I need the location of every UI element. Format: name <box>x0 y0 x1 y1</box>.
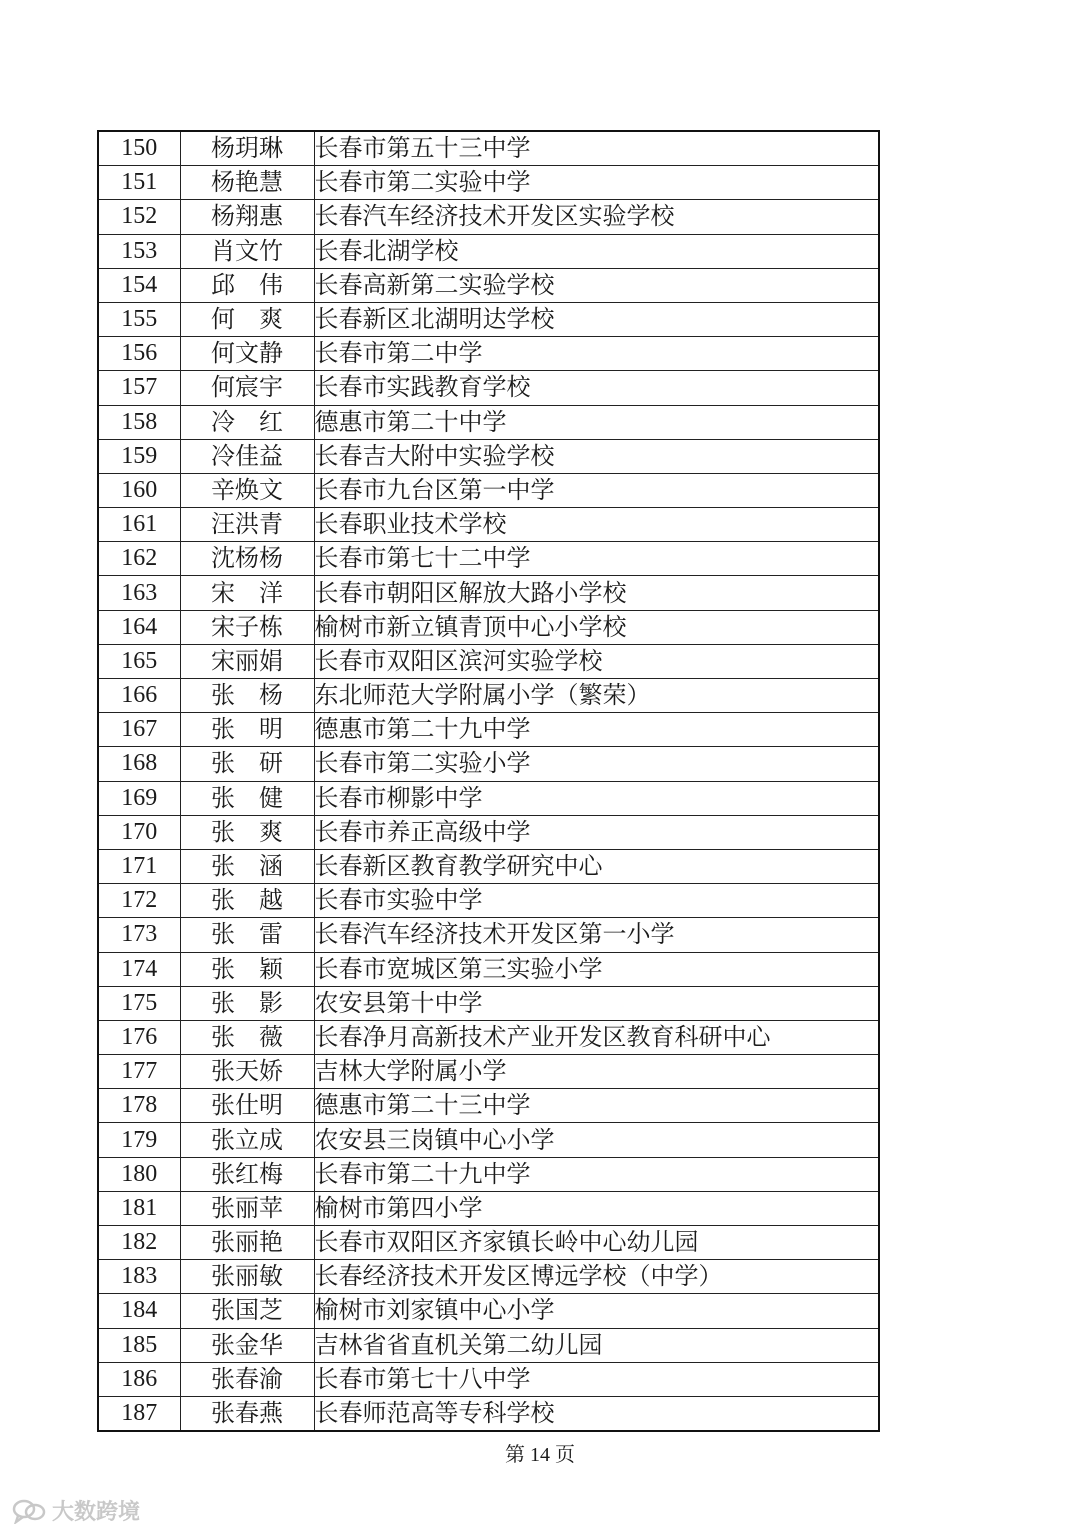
school-name: 长春市朝阳区解放大路小学校 <box>314 576 879 610</box>
table-row <box>98 473 879 507</box>
table-row <box>98 1226 879 1260</box>
school-name: 长春汽车经济技术开发区第一小学 <box>314 918 879 952</box>
person-name: 宋丽娟 <box>180 644 314 678</box>
person-name: 张红梅 <box>180 1157 314 1191</box>
school-name: 长春市第七十八中学 <box>314 1362 879 1396</box>
row-number: 157 <box>98 371 180 405</box>
school-name: 吉林省省直机关第二幼儿园 <box>314 1328 879 1362</box>
school-name: 农安县第十中学 <box>314 986 879 1020</box>
table-row <box>98 1362 879 1396</box>
person-name: 何 爽 <box>180 302 314 336</box>
row-number: 151 <box>98 166 180 200</box>
table-row <box>98 131 879 166</box>
school-name: 长春市第七十二中学 <box>314 542 879 576</box>
table-row <box>98 713 879 747</box>
row-number: 158 <box>98 405 180 439</box>
table-row <box>98 1396 879 1431</box>
row-number: 187 <box>98 1396 180 1431</box>
person-name: 张 爽 <box>180 815 314 849</box>
row-number: 160 <box>98 473 180 507</box>
school-name: 东北师范大学附属小学（繁荣） <box>314 679 879 713</box>
school-name: 长春新区北湖明达学校 <box>314 302 879 336</box>
school-name: 德惠市第二十中学 <box>314 405 879 439</box>
row-number: 178 <box>98 1089 180 1123</box>
row-number: 162 <box>98 542 180 576</box>
table-row <box>98 302 879 336</box>
table-row <box>98 610 879 644</box>
row-number: 176 <box>98 1020 180 1054</box>
roster-table <box>97 130 880 1432</box>
row-number: 161 <box>98 508 180 542</box>
row-number: 156 <box>98 337 180 371</box>
table-row <box>98 952 879 986</box>
school-name: 长春新区教育教学研究中心 <box>314 849 879 883</box>
person-name: 何宸宇 <box>180 371 314 405</box>
row-number: 179 <box>98 1123 180 1157</box>
school-name: 长春市双阳区滨河实验学校 <box>314 644 879 678</box>
person-name: 冷佳益 <box>180 439 314 473</box>
person-name: 张 杨 <box>180 679 314 713</box>
school-name: 长春市实验中学 <box>314 884 879 918</box>
school-name: 长春市养正高级中学 <box>314 815 879 849</box>
person-name: 张 颖 <box>180 952 314 986</box>
person-name: 张丽苹 <box>180 1191 314 1225</box>
table-row <box>98 1157 879 1191</box>
table-row <box>98 337 879 371</box>
row-number: 181 <box>98 1191 180 1225</box>
school-name: 长春市第二实验小学 <box>314 747 879 781</box>
school-name: 长春净月高新技术产业开发区教育科研中心 <box>314 1020 879 1054</box>
row-number: 170 <box>98 815 180 849</box>
row-number: 185 <box>98 1328 180 1362</box>
table-row <box>98 747 879 781</box>
row-number: 168 <box>98 747 180 781</box>
person-name: 杨翔惠 <box>180 200 314 234</box>
table-row <box>98 815 879 849</box>
row-number: 166 <box>98 679 180 713</box>
row-number: 153 <box>98 234 180 268</box>
school-name: 长春市九台区第一中学 <box>314 473 879 507</box>
watermark <box>12 1495 140 1526</box>
person-name: 张丽艳 <box>180 1226 314 1260</box>
person-name: 张国芝 <box>180 1294 314 1328</box>
school-name: 长春市第二中学 <box>314 337 879 371</box>
row-number: 159 <box>98 439 180 473</box>
person-name: 张春燕 <box>180 1396 314 1431</box>
table-row <box>98 1260 879 1294</box>
table-row <box>98 1020 879 1054</box>
row-number: 152 <box>98 200 180 234</box>
person-name: 张天娇 <box>180 1055 314 1089</box>
person-name: 冷 红 <box>180 405 314 439</box>
person-name: 杨艳慧 <box>180 166 314 200</box>
school-name: 长春市第二实验中学 <box>314 166 879 200</box>
table-row <box>98 679 879 713</box>
table-row <box>98 1123 879 1157</box>
watermark-text: 大数跨境 <box>52 1500 141 1525</box>
school-name: 长春市第二十九中学 <box>314 1157 879 1191</box>
table-row <box>98 1055 879 1089</box>
roster-sheet <box>97 130 878 1432</box>
person-name: 张 雷 <box>180 918 314 952</box>
person-name: 张 研 <box>180 747 314 781</box>
person-name: 辛焕文 <box>180 473 314 507</box>
table-row <box>98 439 879 473</box>
table-row <box>98 200 879 234</box>
row-number: 177 <box>98 1055 180 1089</box>
person-name: 沈杨杨 <box>180 542 314 576</box>
person-name: 张仕明 <box>180 1089 314 1123</box>
table-row <box>98 268 879 302</box>
person-name: 张立成 <box>180 1123 314 1157</box>
school-name: 榆树市第四小学 <box>314 1191 879 1225</box>
row-number: 184 <box>98 1294 180 1328</box>
school-name: 农安县三岗镇中心小学 <box>314 1123 879 1157</box>
roster-table-body <box>98 131 879 1431</box>
table-row <box>98 405 879 439</box>
person-name: 何文静 <box>180 337 314 371</box>
school-name: 长春师范高等专科学校 <box>314 1396 879 1431</box>
school-name: 长春市宽城区第三实验小学 <box>314 952 879 986</box>
school-name: 长春汽车经济技术开发区实验学校 <box>314 200 879 234</box>
school-name: 榆树市刘家镇中心小学 <box>314 1294 879 1328</box>
person-name: 肖文竹 <box>180 234 314 268</box>
school-name: 榆树市新立镇青顶中心小学校 <box>314 610 879 644</box>
table-row <box>98 234 879 268</box>
person-name: 汪洪青 <box>180 508 314 542</box>
table-row <box>98 918 879 952</box>
table-row <box>98 986 879 1020</box>
person-name: 杨玥琳 <box>180 131 314 166</box>
school-name: 长春高新第二实验学校 <box>314 268 879 302</box>
person-name: 张 越 <box>180 884 314 918</box>
row-number: 169 <box>98 781 180 815</box>
table-row <box>98 371 879 405</box>
table-row <box>98 576 879 610</box>
table-row <box>98 1294 879 1328</box>
table-row <box>98 166 879 200</box>
person-name: 宋子栋 <box>180 610 314 644</box>
row-number: 172 <box>98 884 180 918</box>
school-name: 长春经济技术开发区博远学校（中学） <box>314 1260 879 1294</box>
person-name: 张 影 <box>180 986 314 1020</box>
page-number: 第 14 页 <box>505 1444 575 1466</box>
row-number: 154 <box>98 268 180 302</box>
row-number: 186 <box>98 1362 180 1396</box>
person-name: 张金华 <box>180 1328 314 1362</box>
person-name: 张 涵 <box>180 849 314 883</box>
table-row <box>98 849 879 883</box>
row-number: 164 <box>98 610 180 644</box>
chat-bubble-logo-icon <box>12 1498 46 1524</box>
person-name: 张春渝 <box>180 1362 314 1396</box>
table-row <box>98 508 879 542</box>
person-name: 邱 伟 <box>180 268 314 302</box>
school-name: 长春北湖学校 <box>314 234 879 268</box>
person-name: 张 薇 <box>180 1020 314 1054</box>
school-name: 德惠市第二十九中学 <box>314 713 879 747</box>
row-number: 150 <box>98 131 180 166</box>
row-number: 165 <box>98 644 180 678</box>
person-name: 张丽敏 <box>180 1260 314 1294</box>
row-number: 167 <box>98 713 180 747</box>
school-name: 长春市柳影中学 <box>314 781 879 815</box>
row-number: 171 <box>98 849 180 883</box>
table-row <box>98 884 879 918</box>
school-name: 长春职业技术学校 <box>314 508 879 542</box>
row-number: 180 <box>98 1157 180 1191</box>
person-name: 张 健 <box>180 781 314 815</box>
school-name: 吉林大学附属小学 <box>314 1055 879 1089</box>
row-number: 163 <box>98 576 180 610</box>
school-name: 德惠市第二十三中学 <box>314 1089 879 1123</box>
school-name: 长春市双阳区齐家镇长岭中心幼儿园 <box>314 1226 879 1260</box>
school-name: 长春市第五十三中学 <box>314 131 879 166</box>
table-row <box>98 1089 879 1123</box>
table-row <box>98 1328 879 1362</box>
person-name: 宋 洋 <box>180 576 314 610</box>
row-number: 155 <box>98 302 180 336</box>
table-row <box>98 781 879 815</box>
school-name: 长春市实践教育学校 <box>314 371 879 405</box>
table-row <box>98 542 879 576</box>
table-row <box>98 1191 879 1225</box>
school-name: 长春吉大附中实验学校 <box>314 439 879 473</box>
table-row <box>98 644 879 678</box>
row-number: 182 <box>98 1226 180 1260</box>
row-number: 173 <box>98 918 180 952</box>
row-number: 174 <box>98 952 180 986</box>
row-number: 175 <box>98 986 180 1020</box>
row-number: 183 <box>98 1260 180 1294</box>
person-name: 张 明 <box>180 713 314 747</box>
